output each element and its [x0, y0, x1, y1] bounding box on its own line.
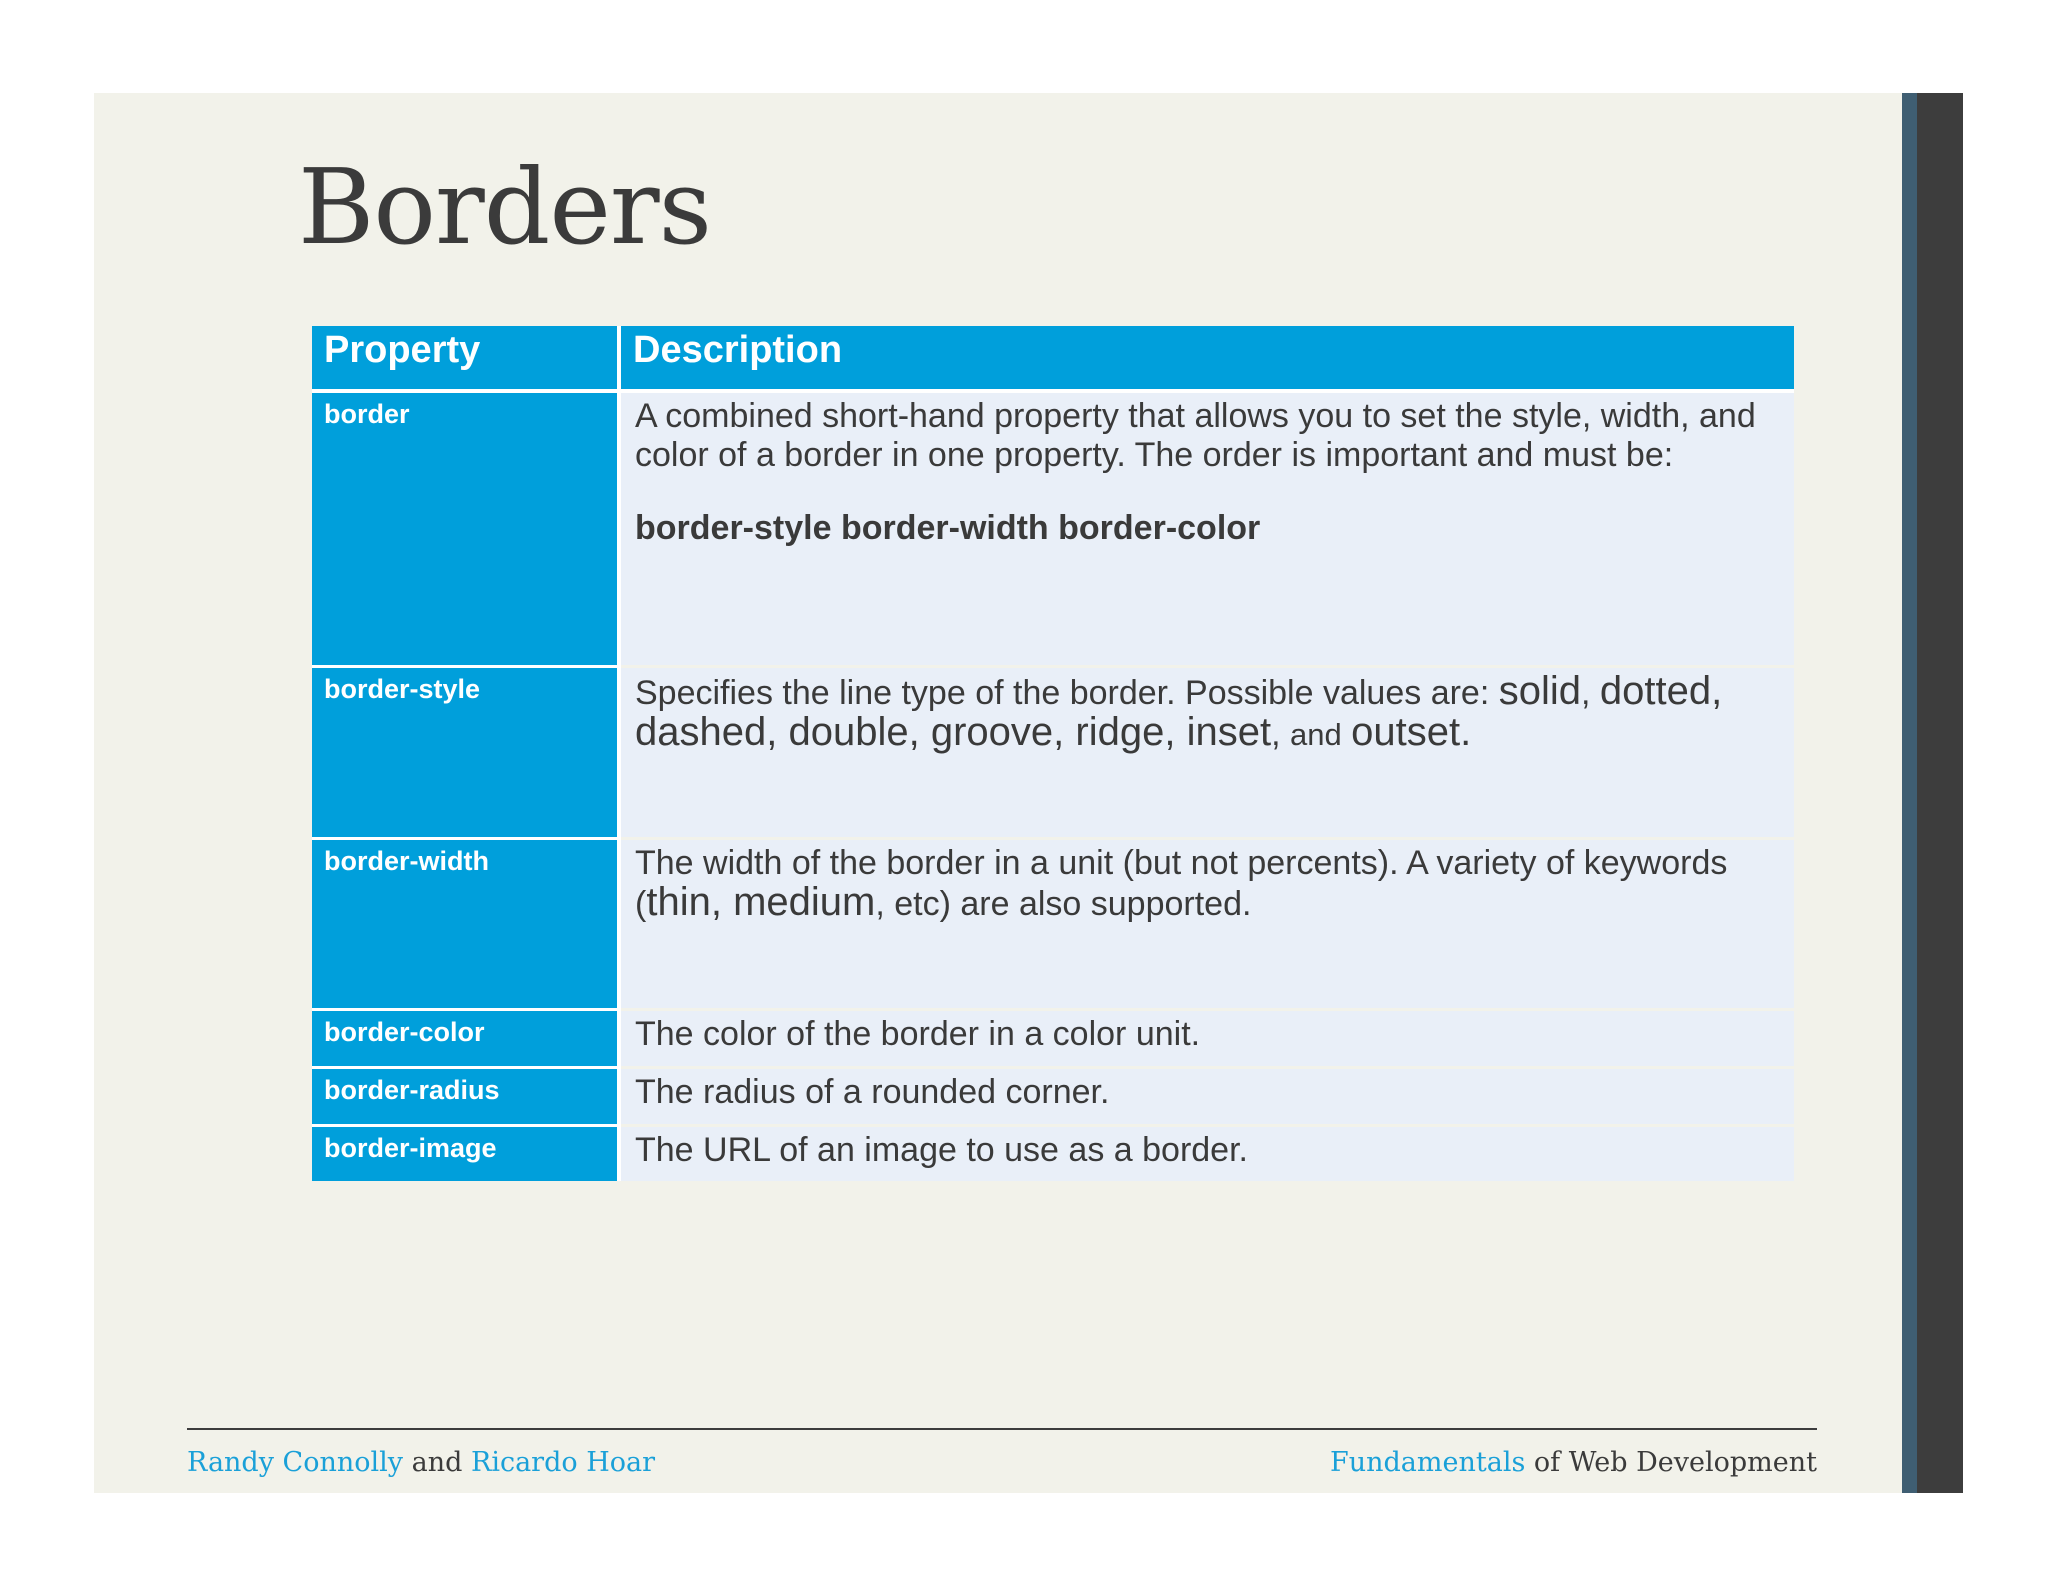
footer-book-title: [1330, 1447, 1817, 1479]
property-cell: border: [312, 391, 619, 666]
property-cell: border-style: [312, 666, 619, 838]
footer-author-1: Randy Connolly: [187, 1447, 404, 1478]
footer-author-2: Ricardo Hoar: [471, 1447, 656, 1478]
table-row: [312, 666, 1794, 838]
table-row: [312, 391, 1794, 666]
column-header-description: Description: [619, 326, 1794, 391]
value-keyword: dotted: [1599, 668, 1712, 713]
table-row: [312, 1009, 1794, 1067]
table-header-row: [312, 326, 1794, 391]
description-text: The width of the border in a unit (but not percents). A variety of keywords (: [635, 843, 1728, 923]
description-cell: The width of the border in a unit (but not percents). A variety of keywords (thin, medium, etc) are also supported.: [619, 838, 1794, 1009]
description-text: A combined short-hand property that allows you to set the style, width, and color of a border in one property. The order is important and must be:: [635, 397, 1756, 474]
description-order-emphasis: border-style border-width border-color: [635, 509, 1261, 547]
value-keyword: thin: [646, 879, 711, 924]
footer-book-accent: Fundamentals: [1330, 1447, 1526, 1478]
property-cell: border-width: [312, 838, 619, 1009]
property-cell: border-color: [312, 1009, 619, 1067]
description-cell: Specifies the line type of the border. Possible values are: solid, dotted, dashed, double, groove, ridge, inset, and outset.: [619, 666, 1794, 838]
property-cell: border-radius: [312, 1067, 619, 1125]
description-text: etc) are also supported.: [894, 884, 1252, 923]
footer-and: and: [411, 1447, 463, 1478]
value-keyword: groove: [930, 709, 1054, 754]
table-row: [312, 838, 1794, 1009]
property-cell: border-image: [312, 1125, 619, 1181]
value-keyword: medium: [733, 879, 876, 924]
footer-authors: [187, 1447, 655, 1479]
value-keyword: outset: [1351, 709, 1461, 754]
table-row: [312, 1125, 1794, 1181]
description-cell: The color of the border in a color unit.: [619, 1009, 1794, 1067]
value-keyword: double: [788, 709, 909, 754]
description-cell: The URL of an image to use as a border.: [619, 1125, 1794, 1181]
footer-divider: [187, 1428, 1817, 1430]
border-properties-table: [312, 326, 1794, 1181]
conjunction-text: and: [1289, 716, 1342, 752]
value-keyword: inset: [1186, 709, 1272, 754]
slide-side-bar: [1917, 93, 1963, 1493]
slide-title: Borders: [298, 146, 711, 268]
description-cell: [619, 391, 1794, 666]
value-keyword: ridge: [1075, 709, 1165, 754]
footer-book-rest: of Web Development: [1533, 1447, 1817, 1478]
value-keyword: solid: [1498, 668, 1581, 713]
value-keyword: dashed: [635, 709, 767, 754]
slide-side-bar-accent: [1902, 93, 1917, 1493]
description-cell: The radius of a rounded corner.: [619, 1067, 1794, 1125]
table-row: [312, 1067, 1794, 1125]
column-header-property: Property: [312, 326, 619, 391]
description-text: Specifies the line type of the border. Possible values are:: [635, 673, 1499, 712]
